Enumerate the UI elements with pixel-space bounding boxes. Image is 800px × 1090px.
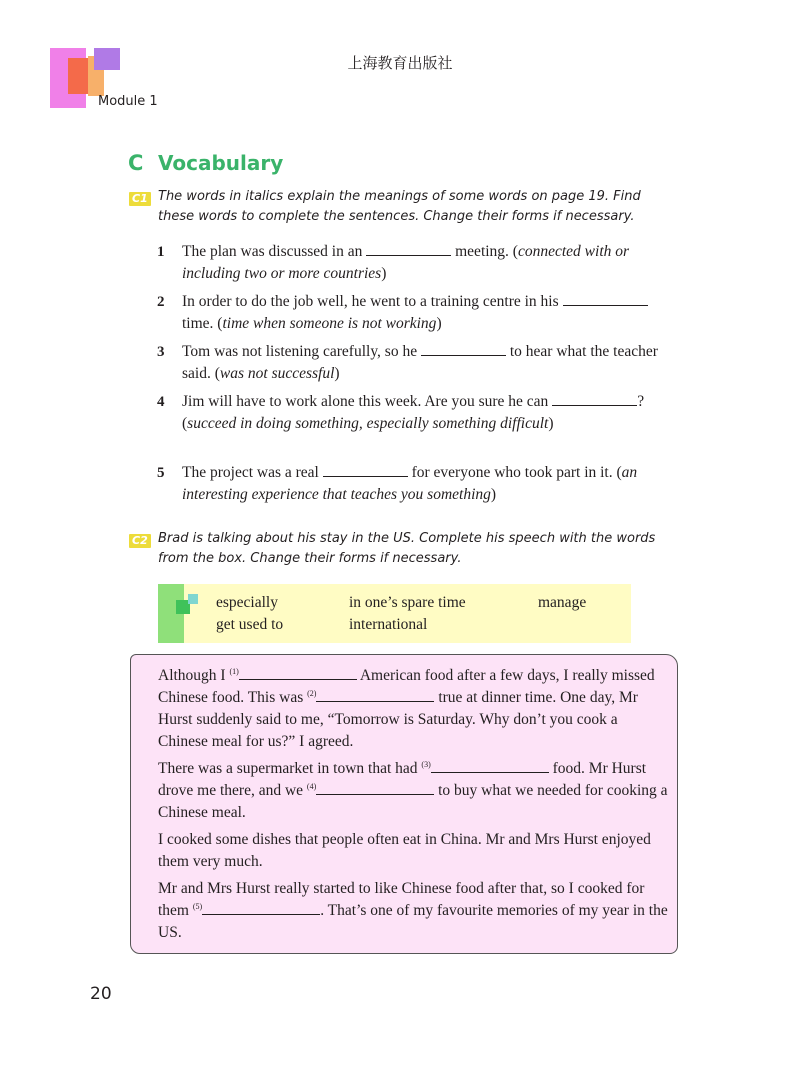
- section-letter: C: [128, 151, 144, 175]
- word-option: manage: [538, 594, 587, 611]
- answer-blank[interactable]: [421, 341, 506, 356]
- question-3: Tom was not listening carefully, so he to hear what the teacher said. (was not successful): [182, 343, 658, 382]
- answer-blank[interactable]: [366, 241, 451, 256]
- word-box-accent-dot: [188, 594, 198, 604]
- c1-instruction: The words in italics explain the meanings of some words on page 19. Find these words to complete the sentences. Change their forms if necessary.: [158, 189, 641, 224]
- question-number: 2: [157, 294, 165, 310]
- word-option: especially: [216, 594, 278, 611]
- exercise-tag-c1: C1: [129, 192, 151, 206]
- question-5: The project was a real for everyone who took part in it. (an interesting experience that teaches you something): [182, 464, 638, 503]
- module-label: Module 1: [98, 94, 158, 109]
- page-number: 20: [90, 984, 112, 1004]
- answer-blank[interactable]: [202, 900, 320, 915]
- word-box: [158, 584, 631, 643]
- speech-paragraph-4: Mr and Mrs Hurst really started to like Chinese food after that, so I cooked for them $^{(5)}$ . That’s one of my favourite memories of my year in the US.: [158, 880, 668, 941]
- question-number: 1: [157, 244, 165, 260]
- speech-paragraph-3: I cooked some dishes that people often eat in China. Mr and Mrs Hurst enjoyed them very much.: [158, 831, 651, 870]
- answer-blank[interactable]: [316, 687, 434, 702]
- answer-blank[interactable]: [563, 291, 648, 306]
- word-option: in one’s spare time: [349, 594, 466, 611]
- question-number: 3: [157, 344, 165, 360]
- question-number: 4: [157, 394, 165, 410]
- publisher-name: 上海教育出版社: [347, 54, 453, 72]
- question-2: In order to do the job well, he went to a training centre in his time. (time when someone is not working): [182, 291, 682, 335]
- speech-box: [130, 654, 678, 954]
- c2-instruction: Brad is talking about his stay in the US. Complete his speech with the words from the box. Change their forms if necessary.: [158, 531, 656, 566]
- question-1: The plan was discussed in an meeting. (connected with or including two or more countries): [182, 243, 630, 282]
- speech-paragraph-1: Although I $^{(1)}$ American food after a few days, I really missed Chinese food. This was $^{(2)}$ true at dinner time. One day, Mr Hurst suddenly said to me, “Tomorrow is Saturday. Why don’t you cook a Chinese meal for us?” I agreed.: [158, 666, 655, 750]
- answer-blank[interactable]: [323, 462, 408, 477]
- exercise-tag-c2: C2: [129, 534, 151, 548]
- speech-paragraph-2: There was a supermarket in town that had $^{(3)}$ food. Mr Hurst drove me there, and we $^{(4)}$ to buy what we needed for cooking a Chinese meal.: [158, 759, 668, 821]
- word-option: international: [349, 616, 428, 633]
- section-title: Vocabulary: [158, 151, 284, 175]
- question-number: 5: [157, 465, 165, 481]
- answer-blank[interactable]: [431, 758, 549, 773]
- answer-blank[interactable]: [239, 665, 357, 680]
- question-4: Jim will have to work alone this week. Are you sure he can ? (succeed in doing something, especially something difficult): [182, 393, 645, 432]
- answer-blank[interactable]: [316, 780, 434, 795]
- answer-blank[interactable]: [552, 391, 637, 406]
- word-option: get used to: [216, 616, 284, 633]
